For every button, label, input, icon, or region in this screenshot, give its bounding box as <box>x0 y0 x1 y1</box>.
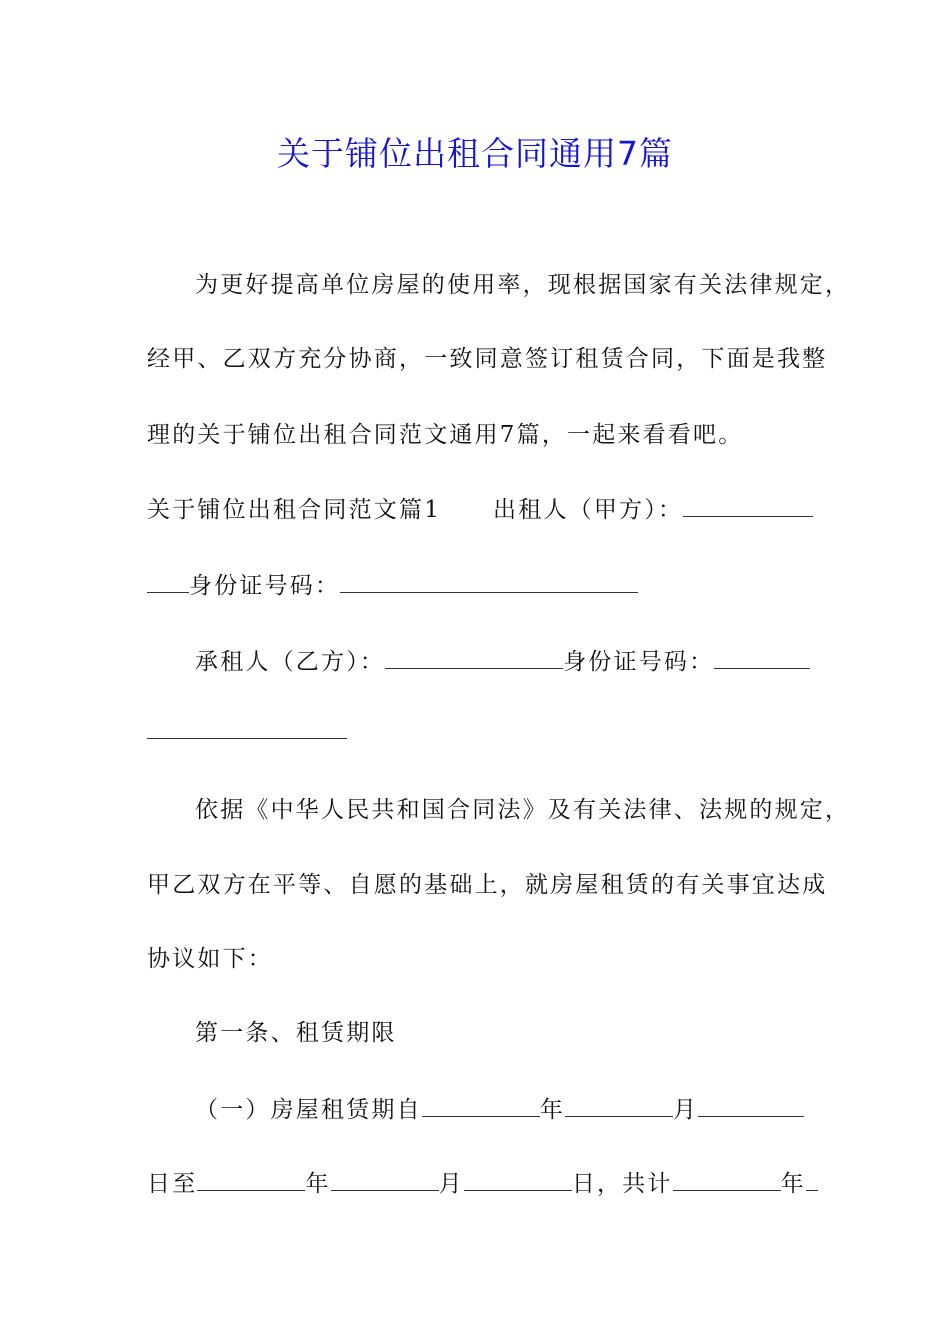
section-heading-line <box>147 494 813 525</box>
lessee-id-line-cont <box>147 716 347 747</box>
basis-line-3: 协议如下： <box>147 946 273 972</box>
intro-line-1: 为更好提高单位房屋的使用率，现根据国家有关法律规定， <box>195 272 851 298</box>
intro-line-2: 经甲、乙双方充分协商，一致同意签订租赁合同，下面是我整 <box>147 346 828 372</box>
total-months-blank <box>806 1168 818 1191</box>
total-years-blank <box>673 1168 781 1191</box>
lessee-id-label: 身份证号码： <box>563 649 715 675</box>
section-heading: 关于铺位出租合同范文篇1 <box>147 497 442 523</box>
lease-term-line-2 <box>147 1168 818 1199</box>
lessee-name-blank <box>385 646 563 669</box>
end-year-blank <box>197 1168 305 1191</box>
lease-term-line-1 <box>195 1094 804 1125</box>
article-1-heading: 第一条、租赁期限 <box>195 1020 397 1046</box>
end-day-blank <box>464 1168 572 1191</box>
day-to-label: 日至 <box>147 1171 198 1197</box>
lessor-name-blank <box>683 494 813 517</box>
month-label: 月 <box>673 1097 699 1123</box>
lessee-line <box>195 646 810 677</box>
lessor-name-blank-cont <box>147 570 189 593</box>
end-month-blank <box>331 1168 439 1191</box>
end-year-label: 年 <box>305 1171 331 1197</box>
start-month-blank <box>565 1094 673 1117</box>
basis-line-2: 甲乙双方在平等、自愿的基础上，就房屋租赁的有关事宜达成 <box>147 872 828 898</box>
lessee-label: 承租人（乙方）： <box>195 649 386 675</box>
lessor-id-line <box>147 570 638 601</box>
lessee-id-blank <box>714 646 810 669</box>
total-year-label: 年 <box>780 1171 806 1197</box>
start-year-blank <box>422 1094 540 1117</box>
lessee-id-blank-cont <box>147 716 347 739</box>
lessor-id-blank <box>340 570 638 593</box>
year-label: 年 <box>539 1097 566 1123</box>
intro-line-3: 理的关于铺位出租合同范文通用7篇，一起来看看吧。 <box>147 422 744 448</box>
basis-line-1: 依据《中华人民共和国合同法》及有关法律、法规的规定， <box>195 797 851 823</box>
document-title: 关于铺位出租合同通用7篇 <box>277 134 673 173</box>
lessor-label: 出租人（甲方）： <box>493 497 684 523</box>
end-month-label: 月 <box>438 1171 464 1197</box>
lease-term-prefix: （一）房屋租赁期自 <box>195 1097 422 1123</box>
day-total-label: 日，共计 <box>571 1171 673 1197</box>
lessor-id-label: 身份证号码： <box>189 573 341 599</box>
start-day-blank <box>698 1094 804 1117</box>
